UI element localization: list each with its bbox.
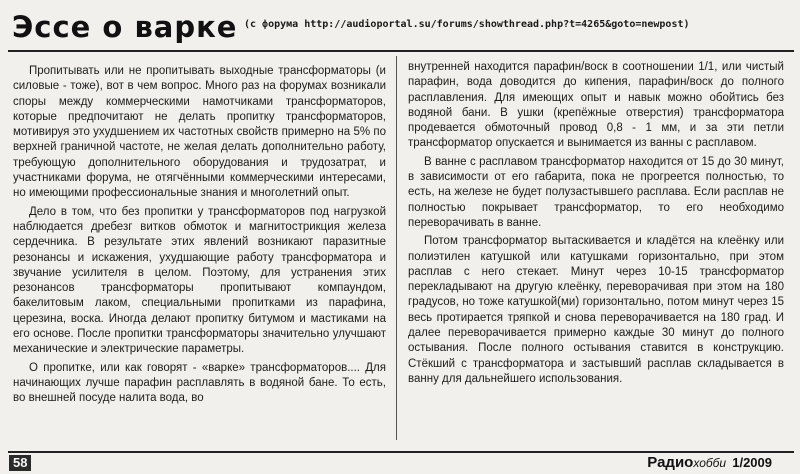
paragraph: О пропитке, или как говорят - «варке» трансформаторов.... Для начинающих лучше парафин расплавлять в водяной бане. То есть, во внешней посуде налита вода, во: [13, 361, 386, 405]
magazine-name: Радио: [647, 454, 694, 471]
paragraph: В ванне с расплавом трансформатор находится от 15 до 30 минут, в зависимости от его габарита, пока не прогреется полностью, то есть, на железе не будет полузастывшего расплава. Если расплав не полностью покрывает трансформатор, то его необходимо переворачивать в ванне.: [408, 155, 784, 229]
column-divider: [396, 56, 397, 440]
page-number: 58: [9, 455, 31, 471]
paragraph: Пропитывать или не пропитывать выходные трансформаторы (и силовые - тоже), вот в чем вопрос. Много раз на форумах возникали споры между коммерческими намотчиками трансформаторов, которые предпочитают не делать пропитку трансформаторов, мотивируя это ухудшением их частотных свойств примерно на 5% по верхней граничной частоте, не желая делать дополнительно работу, требующую дополнительного оборудования и трудозатрат, и участниками форума, не отягчёнными коммерческими интересами, но имеющими профессиональные знания и многолетний опыт.: [13, 65, 386, 200]
header-rule: [8, 50, 794, 52]
magazine-footer: [647, 454, 772, 471]
article-source: (с форума http://audioportal.su/forums/showthread.php?t=4265&goto=newpost): [244, 19, 690, 30]
magazine-subtitle: хобби: [693, 456, 727, 470]
paragraph: Дело в том, что без пропитки у трансформаторов под нагрузкой наблюдается дребезг витков обмоток и магнитострикция железа сердечника. В результате этих явлений возникают паразитные резонансы и искажения, ухудшающие работу трансформатора и звучание усилителя в целом. Поэтому, для устранения этих резонансов трансформаторы пропитывают компаундом, бакелитовым лаком, специальными пропитками из парафина, церезина, воска. Иногда делают пропитку битумом и мастиками на его основе. После пропитки трансформаторы значительно улучшают механические и электрические параметры.: [13, 205, 386, 356]
paragraph: Потом трансформатор вытаскивается и кладётся на клеёнку или полиэтилен катушкой или катушками горизонтально, при этом расплав с него стекает. Минут через 10-15 трансформатор перекладывают на другую клеёнку, переворачивая при этом на 180 градусов, но тоже катушкой(ми) горизонтально, потом минут через 15 весь протирается тряпкой и снова переворачивается на 180 град. И далее переворачивается примерно каждые 30 минут до полного остывания. После полного остывания ставится в конструкцию. Стёкший с трансформатора и застывший расплав складывается в ванну для дальнейшего использования.: [408, 235, 784, 385]
left-column: [13, 64, 386, 407]
article-header: [0, 0, 800, 54]
right-column: [408, 60, 784, 387]
footer-rule: [8, 451, 794, 453]
paragraph: внутренней находится парафин/воск в соотношении 1/1, или чистый парафин, вода доводится до кипения, парафин/воск до полного расплавления. Для имеющих опыт и навык можно обойтись без водяной бани. В ушки (крепёжные отверстия) трансформатора продевается обмоточный провод 0,8 - 1 мм, и за эти петли трансформатор опускается и вынимается из ванны с расплавом.: [408, 61, 784, 150]
issue-number: 1/2009: [732, 455, 772, 470]
article-title: Эссе о варке: [12, 10, 238, 44]
